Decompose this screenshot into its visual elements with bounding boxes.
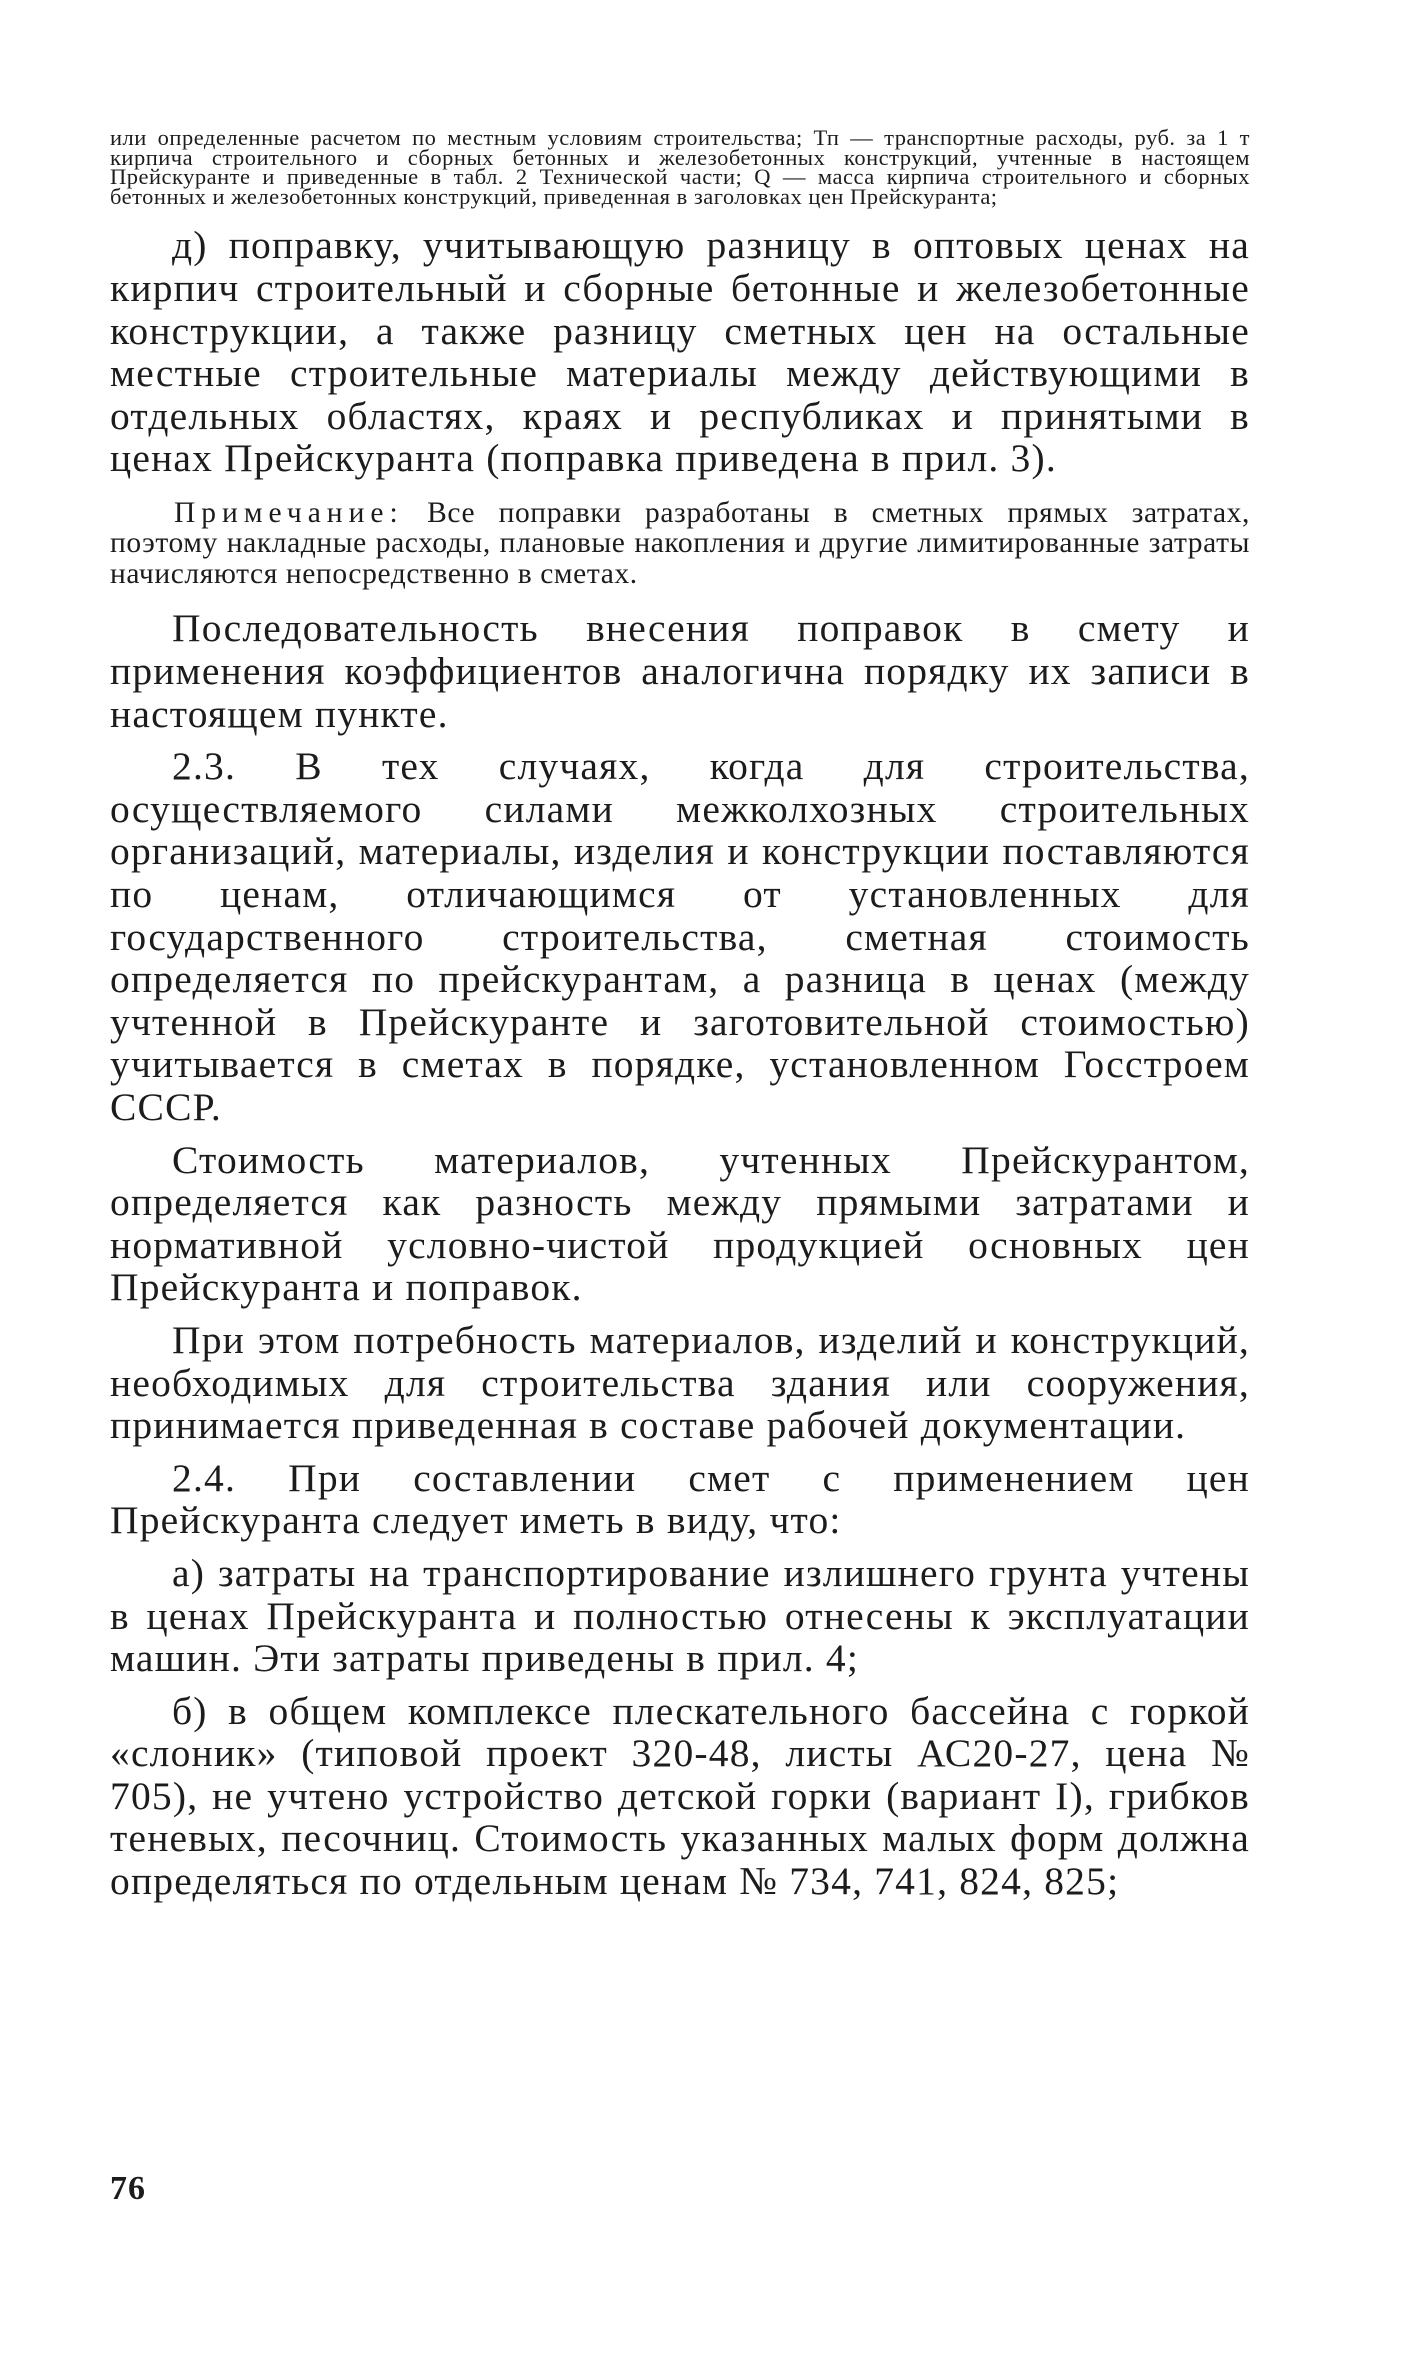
note-text: Все поправки разработаны в сметных прямых затратах, поэтому накладные расходы, плановые накопления и другие лимитированные затраты начисляются непосредственно в сметах. <box>110 496 1250 590</box>
document-page <box>110 125 1250 1904</box>
item-a-paragraph: а) затраты на транспортирование излишнего грунта учтены в ценах Прейскуранта и полностью отнесены к эксплуатации машин. Эти затраты приведены в прил. 4; <box>110 1550 1250 1681</box>
item-b-paragraph: б) в общем комплексе плескательного бассейна с горкой «слоник» (типовой проект 320-48, листы АС20-27, цена № 705), не учтено устройство детской горки (вариант I), грибков теневых, песочниц. Стоимость указанных малых форм должна определяться по отдельным ценам № 734, 741, 824, 825; <box>110 1688 1250 1904</box>
cost-materials-paragraph: Стоимость материалов, учтенных Прейскурантом, определяется как разность между прямыми затратами и нормативной условно-чистой продукцией основных цен Прейскуранта и поправок. <box>110 1137 1250 1310</box>
item-d-paragraph: д) поправку, учитывающую разницу в оптовых ценах на кирпич строительный и сборные бетонные и железобетонные конструкции, а также разницу сметных цен на остальные местные строительные материалы между действующими в отдельных областях, краях и республиках и принятыми в ценах Прейскуранта (поправка приведена в прил. 3). <box>110 223 1250 481</box>
section-2-3-paragraph: 2.3. В тех случаях, когда для строительства, осуществляемого силами межколхозных строительных организаций, материалы, изделия и конструкции поставляются по ценам, отличающимся от установленных для государственного строительства, сметная стоимость определяется по прейскурантам, а разница в ценах (между учтенной в Прейскуранте и заготовительной стоимостью) учитывается в сметах в порядке, установленном Госстроем СССР. <box>110 744 1250 1129</box>
page-number: 76 <box>110 2170 146 2207</box>
top-paragraph: или определенные расчетом по местным условиям строительства; Тп — транспортные расходы, руб. за 1 т кирпича строительного и сборных бетонных и железобетонных конструкций, учтенные в настоящем Прейскуранте и приведенные в табл. 2 Технической части; Q — масса кирпича строительного и сборных бетонных и железобетонных конструкций, приведенная в заголовках цен Прейскуранта; <box>110 125 1250 209</box>
need-materials-paragraph: При этом потребность материалов, изделий и конструкций, необходимых для строительства здания или сооружения, принимается приведенная в составе рабочей документации. <box>110 1317 1250 1448</box>
note-label: Примечание: <box>174 496 404 529</box>
sequence-paragraph: Последовательность внесения поправок в смету и применения коэффициентов аналогична порядку их записи в настоящем пункте. <box>110 606 1250 736</box>
note-paragraph <box>110 498 1250 590</box>
section-2-4-paragraph: 2.4. При составлении смет с применением цен Прейскуранта следует иметь в виду, что: <box>110 1455 1250 1543</box>
